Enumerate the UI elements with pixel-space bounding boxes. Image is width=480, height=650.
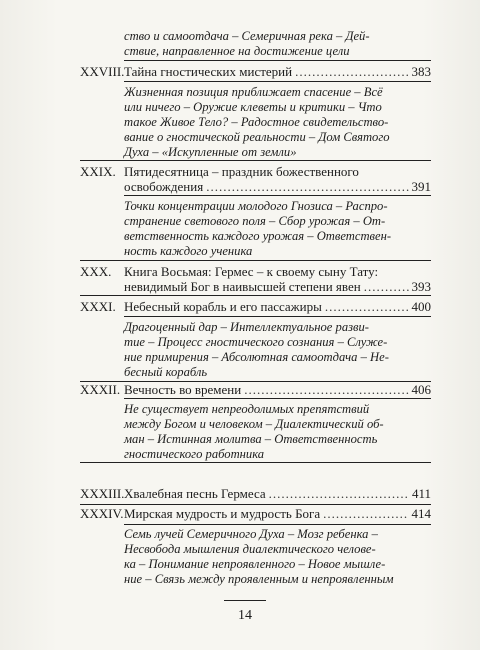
chapter-number: XXXI.	[80, 299, 116, 315]
chapter-title: Книга Восьмая: Гермес – к своему сыну Тату:	[124, 264, 379, 279]
description-line: Драгоценный дар – Интеллектуальное разви-	[124, 320, 370, 334]
dot-leader	[206, 179, 408, 194]
description-line: Жизненная позиция приближает спасение – Всё	[124, 84, 383, 99]
description-line: между Богом и человеком – Диалектический об-	[124, 416, 384, 431]
chapter-title-line[interactable]	[124, 64, 431, 79]
page-ref: 406	[411, 382, 431, 398]
entry-description	[124, 85, 431, 160]
entry-body	[124, 506, 431, 521]
entry-description	[124, 402, 431, 462]
chapter-number: XXIX.	[80, 164, 116, 179]
description-line: такое Живое Тело? – Радостное свидетельство-	[124, 114, 389, 129]
description-line: ние – Связь между проявленным и непроявленным	[124, 572, 394, 586]
description-line: Не существует непреодолимых препятствий	[124, 401, 370, 416]
dot-leader	[364, 279, 409, 294]
divider	[80, 160, 431, 161]
divider	[80, 504, 431, 505]
description-line: ман – Истинная молитва – Ответственность	[124, 431, 378, 446]
description-line: Духа – «Искупленные от земли»	[124, 144, 297, 159]
chapter-title-line[interactable]	[124, 506, 431, 521]
chapter-number: XXXIII.	[80, 486, 125, 501]
description-line: Точки концентрации молодого Гнозиса – Распро-	[124, 199, 388, 214]
chapter-title-line[interactable]	[124, 179, 431, 194]
page-ref: 400	[411, 299, 431, 315]
page-ref: 383	[411, 64, 431, 79]
dot-leader	[323, 506, 408, 521]
chapter-title: Пятидесятница – праздник божественного	[124, 164, 359, 179]
chapter-title-line[interactable]	[124, 279, 431, 294]
description-line: ство и самоотдача – Семеричная река – Дей-	[124, 28, 370, 43]
description-line: Несвобода мышления диалектического челове-	[124, 542, 376, 556]
page-ref: 411	[411, 486, 431, 501]
entry-body	[124, 164, 431, 194]
description-line: или ничего – Оружие клеветы и критики – Что	[124, 99, 382, 114]
chapter-title: невидимый Бог в наивысшей степени явен	[124, 279, 361, 294]
description-line: странение светового поля – Сбор урожая – От-	[124, 214, 386, 229]
chapter-number: XXX.	[80, 264, 112, 279]
divider	[80, 295, 431, 296]
description-line: бесный корабль	[124, 365, 208, 379]
chapter-number: XXXIV.	[80, 506, 124, 521]
description-line: ствие, направленное на достижение цели	[124, 43, 350, 58]
description-line: ние примирения – Абсолютная самоотдача – Не-	[124, 350, 389, 364]
chapter-title-line[interactable]	[124, 486, 431, 501]
page-number: 14	[238, 608, 252, 623]
description-line: Семь лучей Семеричного Духа – Мозг ребенка –	[124, 527, 378, 541]
divider	[124, 524, 431, 525]
entry-body	[124, 486, 431, 501]
description-line: ность каждого ученика	[124, 244, 253, 259]
chapter-number: XXVIII.	[80, 64, 125, 79]
page-ref: 391	[411, 179, 431, 194]
dot-leader	[244, 382, 408, 397]
entry-description	[124, 29, 431, 59]
description-line: тие – Процесс гностического сознания – Служе-	[124, 335, 388, 349]
chapter-title: Небесный корабль и его пассажиры	[124, 299, 322, 315]
entry-body	[124, 382, 431, 397]
chapter-title-line[interactable]	[124, 382, 431, 397]
description-line: ка – Понимание непроявленного – Новое мышле-	[124, 557, 386, 571]
chapter-title: Хвалебная песнь Гермеса	[124, 486, 266, 501]
chapter-title: Мирская мудрость и мудрость Бога	[124, 506, 321, 521]
divider	[124, 316, 431, 317]
entry-body	[124, 64, 431, 79]
chapter-title: освобождения	[124, 179, 204, 194]
dot-leader	[325, 299, 409, 314]
page-number-rule	[224, 600, 266, 601]
entry-description	[124, 199, 431, 259]
dot-leader	[269, 486, 409, 501]
dot-leader	[295, 64, 408, 79]
page-ref: 414	[411, 506, 431, 521]
entry-body	[124, 264, 431, 294]
divider	[80, 260, 431, 261]
description-line: гностического работника	[124, 446, 265, 461]
divider	[124, 398, 431, 399]
description-line: ветственность каждого урожая – Ответствен-	[124, 229, 392, 244]
entry-body	[124, 299, 431, 314]
chapter-number: XXXII.	[80, 382, 121, 398]
chapter-title: Тайна гностических мистерий	[124, 64, 293, 79]
divider	[124, 60, 431, 61]
divider	[124, 195, 431, 196]
chapter-title: Вечность во времени	[124, 382, 242, 398]
description-line: вание о гностической реальности – Дом Святого	[124, 129, 390, 144]
divider	[124, 81, 431, 82]
chapter-title-line[interactable]	[124, 299, 431, 314]
entry-description	[124, 320, 431, 380]
page-ref: 393	[411, 279, 431, 294]
entry-description	[124, 527, 431, 587]
divider	[80, 462, 431, 463]
